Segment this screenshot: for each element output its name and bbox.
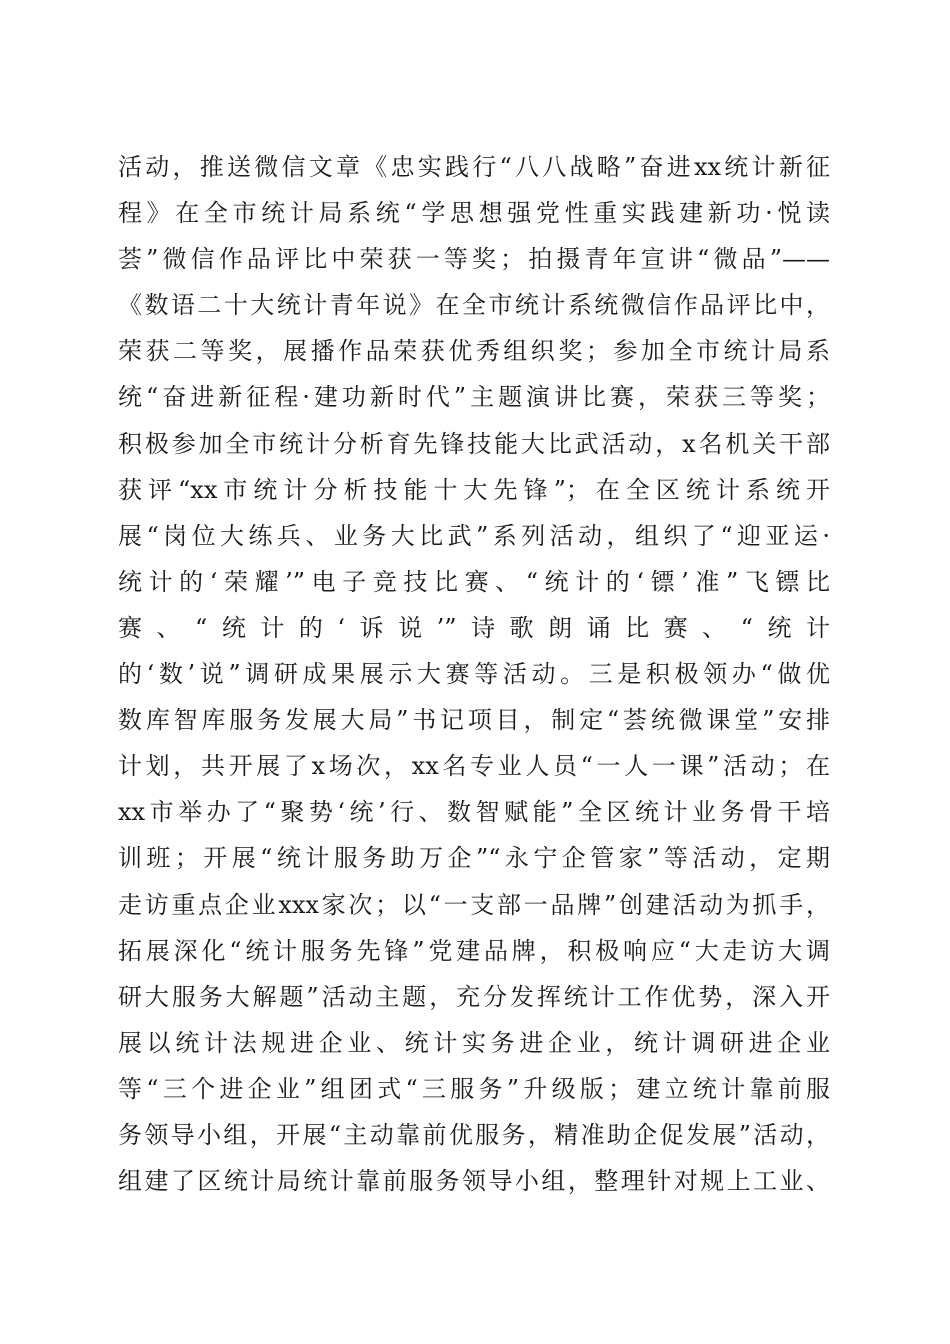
text-line: 积极参加全市统计分析育先锋技能大比武活动，x名机关干部 (118, 429, 830, 458)
text-line: 等“三个进企业”组团式“三服务”升级版；建立统计靠前服 (118, 1074, 830, 1103)
text-line: 计划，共开展了x场次，xx名专业人员“一人一课”活动；在 (118, 752, 830, 781)
text-line: 《数语二十大统计青年说》在全市统计系统微信作品评比中， (118, 291, 830, 320)
text-line: 研大服务大解题”活动主题，充分发挥统计工作优势，深入开 (118, 982, 830, 1011)
body-paragraph (118, 144, 830, 1204)
text-line: 程》在全市统计局系统“学思想强党性重实践建新功·悦读 (118, 199, 830, 228)
text-line: 的‘数’说”调研成果展示大赛等活动。三是积极领办“做优 (118, 660, 830, 689)
text-line: 赛、“统计的‘诉说’”诗歌朗诵比赛、“统计 (118, 613, 830, 642)
text-line: 务领导小组，开展“主动靠前优服务，精准助企促发展”活动， (118, 1120, 830, 1149)
text-line: 统计的‘荣耀’”电子竞技比赛、“统计的‘镖’准”飞镖比 (118, 567, 830, 596)
text-line: 展“岗位大练兵、业务大比武”系列活动，组织了“迎亚运· (118, 521, 830, 550)
text-line: 数库智库服务发展大局”书记项目，制定“荟统微课堂”安排 (118, 706, 830, 735)
text-line: 荟”微信作品评比中荣获一等奖；拍摄青年宣讲“微品”—— (118, 245, 830, 274)
text-line: 展以统计法规进企业、统计实务进企业，统计调研进企业 (118, 1028, 830, 1057)
text-line: 组建了区统计局统计靠前服务领导小组，整理针对规上工业、 (118, 1167, 830, 1196)
text-line: 获评“xx市统计分析技能十大先锋”；在全区统计系统开 (118, 475, 830, 504)
text-line: 统“奋进新征程·建功新时代”主题演讲比赛，荣获三等奖； (118, 383, 830, 412)
text-line: 活动，推送微信文章《忠实践行“八八战略”奋进xx统计新征 (118, 153, 830, 181)
text-line: 拓展深化“统计服务先锋”党建品牌，积极响应“大走访大调 (118, 936, 830, 965)
text-line: 走访重点企业xxx家次；以“一支部一品牌”创建活动为抓手， (118, 890, 830, 919)
text-line: xx市举办了“聚势‘统’行、数智赋能”全区统计业务骨干培 (118, 798, 830, 827)
text-line: 训班；开展“统计服务助万企”“永宁企管家”等活动，定期 (118, 844, 830, 873)
text-line: 荣获二等奖，展播作品荣获优秀组织奖；参加全市统计局系 (118, 337, 830, 366)
